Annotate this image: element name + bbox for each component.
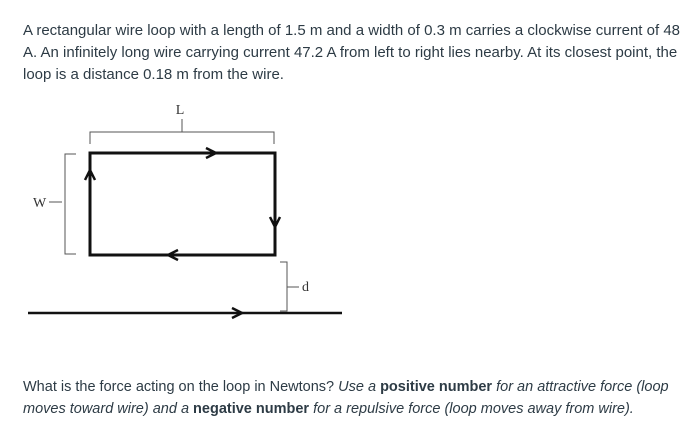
distance-dimension <box>280 262 309 311</box>
question-part1: What is the force acting on the loop in Newtons? <box>23 379 339 395</box>
wire-loop <box>90 153 275 255</box>
length-dimension <box>90 103 274 144</box>
negative-number-emphasis: negative number <box>193 401 310 417</box>
positive-number-emphasis: positive number <box>380 379 493 395</box>
width-dimension <box>33 154 76 254</box>
width-bracket <box>65 154 76 254</box>
length-label: L <box>175 103 185 118</box>
question-prompt <box>23 376 683 420</box>
width-label: W <box>33 196 47 211</box>
distance-bracket <box>280 262 287 311</box>
question-instruction: Use a positive number for an attractive force (loop moves toward wire) and a negative number for a repulsive force (loop moves away from wire). <box>23 379 669 417</box>
length-bracket <box>90 132 274 144</box>
distance-label: d <box>302 280 309 295</box>
problem-statement: A rectangular wire loop with a length of 1.5 m and a width of 0.3 m carries a clockwise current of 48 A. An infinitely long wire carrying current 47.2 A from left to right lies nearby. At its closest point, the loop is a distance 0.18 m from the wire. <box>23 22 680 83</box>
